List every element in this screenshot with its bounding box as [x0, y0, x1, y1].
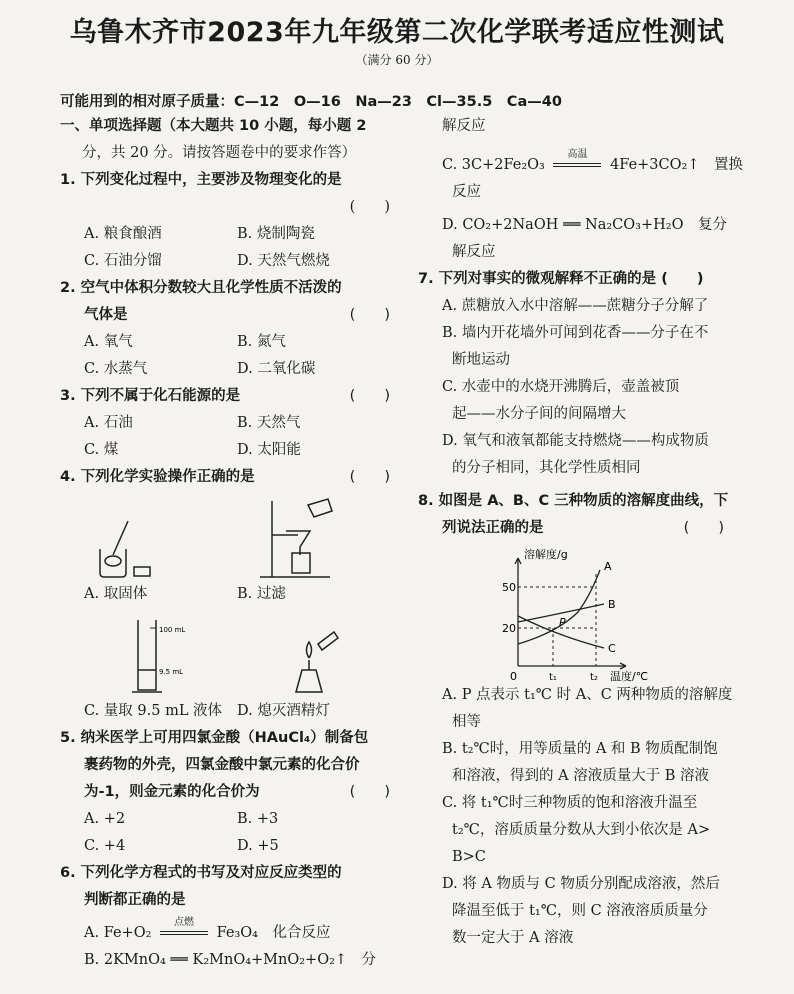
- q5-option-c: C. +4: [84, 838, 126, 854]
- q2-option-a: A. 氧气: [84, 334, 133, 350]
- q3-options-ab: [60, 410, 390, 437]
- q7-option-c-1: C. 水壶中的水烧开沸腾后，壶盖被顶: [442, 379, 680, 395]
- atomic-masses: 可能用到的相对原子质量：C—12 O—16 Na—23 Cl—35.5 Ca—40: [60, 94, 562, 110]
- graph-y-tick-50: 50: [502, 581, 516, 594]
- q4-captions-ab: [60, 581, 390, 608]
- q3-stem: 3. 下列不属于化石能源的是: [60, 388, 241, 404]
- q1-option-b: B. 烧制陶瓷: [237, 226, 315, 242]
- q2-options-cd: [60, 356, 390, 383]
- q8-stem-2: 列说法正确的是: [442, 520, 544, 536]
- q7-option-d-2: 的分子相同，其化学性质相同: [452, 460, 641, 476]
- q8-option-d-3: 数一定大于 A 溶液: [452, 930, 574, 946]
- q1-stem: 1. 下列变化过程中，主要涉及物理变化的是: [60, 172, 342, 188]
- q6-a-right: Fe₃O₄ 化合反应: [216, 925, 331, 941]
- q6-c-right: 4Fe+3CO₂↑ 置换: [610, 157, 743, 173]
- q6-option-c-cont: 反应: [452, 184, 481, 200]
- curve-a-label: A: [604, 560, 612, 573]
- q6-c-left: C. 3C+2Fe₂O₃: [442, 157, 545, 173]
- q8-option-c-1: C. 将 t₁℃时三种物质的饱和溶液升温至: [442, 795, 698, 811]
- q8-option-d-2: 降温至低于 t₁℃，则 C 溶液溶质质量分: [452, 903, 708, 919]
- q6-c-arrow: [549, 149, 605, 179]
- q3-options-cd: [60, 437, 390, 464]
- q3-option-d: D. 太阳能: [237, 442, 301, 458]
- q5-option-d: D. +5: [237, 838, 279, 854]
- q2-option-b: B. 氮气: [237, 334, 286, 350]
- q5-stem-2: 裹药物的外壳，四氯金酸中氯元素的化合价: [84, 757, 360, 773]
- q8-option-a-2: 相等: [452, 714, 481, 730]
- q3-answer-paren: ( ): [349, 388, 390, 404]
- q2-stem-cont: 气体是: [84, 307, 128, 323]
- page-title: 乌鲁木齐市2023年九年级第二次化学联考适应性测试: [69, 17, 725, 48]
- q4-option-b: B. 过滤: [237, 586, 286, 602]
- filtration-figure: [260, 499, 332, 577]
- graph-y-label: 溶解度/g: [524, 548, 568, 561]
- q8-option-c-2: t₂℃，溶质质量分数从大到小依次是 A>: [452, 822, 711, 838]
- graph-y-tick-20: 20: [502, 622, 516, 635]
- q5-answer-paren: ( ): [349, 784, 390, 800]
- cylinder-9-5ml-label: 9.5 mL: [159, 668, 184, 676]
- q8-option-d-1: D. 将 A 物质与 C 物质分别配成溶液，然后: [442, 876, 720, 892]
- q6-option-d-cont: 解反应: [452, 244, 496, 260]
- q4-answer-paren: ( ): [349, 469, 390, 485]
- q6-c-condition: 高温: [567, 149, 588, 160]
- q4-figures-top: [60, 491, 390, 581]
- q4-captions-cd: [60, 698, 390, 725]
- q1-option-d: D. 天然气燃烧: [237, 253, 330, 269]
- q3-option-a: A. 石油: [84, 415, 133, 431]
- q1-option-c: C. 石油分馏: [84, 253, 162, 269]
- q6-option-b-cont: 解反应: [442, 118, 486, 134]
- q7-option-b-1: B. 墙内开花墙外可闻到花香——分子在不: [442, 325, 709, 341]
- full-score-note: （满分 60 分）: [355, 53, 439, 67]
- alcohol-lamp-figure: [296, 632, 338, 692]
- q7-option-b-2: 断地运动: [452, 352, 510, 368]
- q6-option-b: B. 2KMnO₄ ══ K₂MnO₄+MnO₂+O₂↑ 分: [84, 952, 377, 968]
- q5-stem-1: 5. 纳米医学上可用四氯金酸（HAuCl₄）制备包: [60, 730, 369, 746]
- q5-stem-3: 为-1，则金元素的化合价为: [84, 784, 260, 800]
- q1-options-ab: [60, 221, 390, 248]
- q2-stem: 2. 空气中体积分数较大且化学性质不活泼的: [60, 280, 342, 296]
- q7-stem: 7. 下列对事实的微观解释不正确的是 ( ): [418, 271, 704, 287]
- section-heading-cont: 分，共 20 分。请按答题卷中的要求作答）: [82, 145, 357, 161]
- graph-x-label: 温度/℃: [610, 670, 649, 683]
- q6-stem-2: 判断都正确的是: [84, 892, 186, 908]
- q3-option-b: B. 天然气: [237, 415, 301, 431]
- q8-stem-1: 8. 如图是 A、B、C 三种物质的溶解度曲线，下: [418, 493, 729, 509]
- q5-option-b: B. +3: [237, 811, 279, 827]
- take-solid-figure: [100, 521, 150, 577]
- q2-answer-paren: ( ): [349, 307, 390, 323]
- q5-options-cd: [60, 833, 390, 860]
- q1-option-a: A. 粮食酿酒: [84, 226, 162, 242]
- graph-origin-label: 0: [510, 670, 517, 683]
- q5-options-ab: [60, 806, 390, 833]
- point-p-label: P: [559, 616, 566, 629]
- q6-option-a: [60, 917, 390, 947]
- graph-t2-label: t₂: [590, 672, 598, 683]
- right-column: [418, 113, 743, 952]
- q6-a-arrow: [156, 917, 212, 947]
- cylinder-100ml-label: 100 mL: [159, 626, 186, 634]
- q4-figures-bottom: [60, 608, 390, 698]
- curve-b-label: B: [608, 598, 616, 611]
- q1-answer-paren: ( ): [349, 199, 390, 215]
- q6-a-left: A. Fe+O₂: [84, 925, 152, 941]
- q2-option-d: D. 二氧化碳: [237, 361, 316, 377]
- q6-a-condition: 点燃: [174, 917, 194, 928]
- solubility-graph: [418, 544, 738, 683]
- q5-option-a: A. +2: [84, 811, 126, 827]
- q6-option-c: [418, 149, 743, 179]
- curve-c-label: C: [608, 642, 616, 655]
- section-heading: 一、单项选择题（本大题共 10 小题，每小题 2: [60, 118, 367, 134]
- q8-option-a-1: A. P 点表示 t₁℃ 时 A、C 两种物质的溶解度: [442, 687, 733, 703]
- q7-option-d-1: D. 氧气和液氧都能支持燃烧——构成物质: [442, 433, 709, 449]
- q7-option-c-2: 起——水分子间的间隔增大: [452, 406, 626, 422]
- q4-stem: 4. 下列化学实验操作正确的是: [60, 469, 255, 485]
- q1-options-cd: [60, 248, 390, 275]
- q4-option-c: C. 量取 9.5 mL 液体: [84, 703, 223, 719]
- q2-option-c: C. 水蒸气: [84, 361, 148, 377]
- q4-option-a: A. 取固体: [84, 586, 148, 602]
- q2-options-ab: [60, 329, 390, 356]
- q4-figures-ab: [60, 491, 390, 581]
- q3-option-c: C. 煤: [84, 442, 119, 458]
- left-column: [60, 113, 390, 974]
- q8-option-c-3: B>C: [452, 849, 486, 865]
- q6-stem-1: 6. 下列化学方程式的书写及对应反应类型的: [60, 865, 342, 881]
- q8-option-b-1: B. t₂℃时，用等质量的 A 和 B 物质配制饱: [442, 741, 718, 757]
- q8-answer-paren: ( ): [683, 520, 724, 536]
- q4-figures-cd: [60, 608, 390, 698]
- q4-option-d: D. 熄灭酒精灯: [237, 703, 330, 719]
- graduated-cylinder-figure: [132, 620, 162, 692]
- graph-t1-label: t₁: [549, 672, 557, 683]
- q8-option-b-2: 和溶液，得到的 A 溶液质量大于 B 溶液: [452, 768, 710, 784]
- q6-option-d: D. CO₂+2NaOH ══ Na₂CO₃+H₂O 复分: [442, 217, 727, 233]
- q7-option-a: A. 蔗糖放入水中溶解——蔗糖分子分解了: [442, 298, 709, 314]
